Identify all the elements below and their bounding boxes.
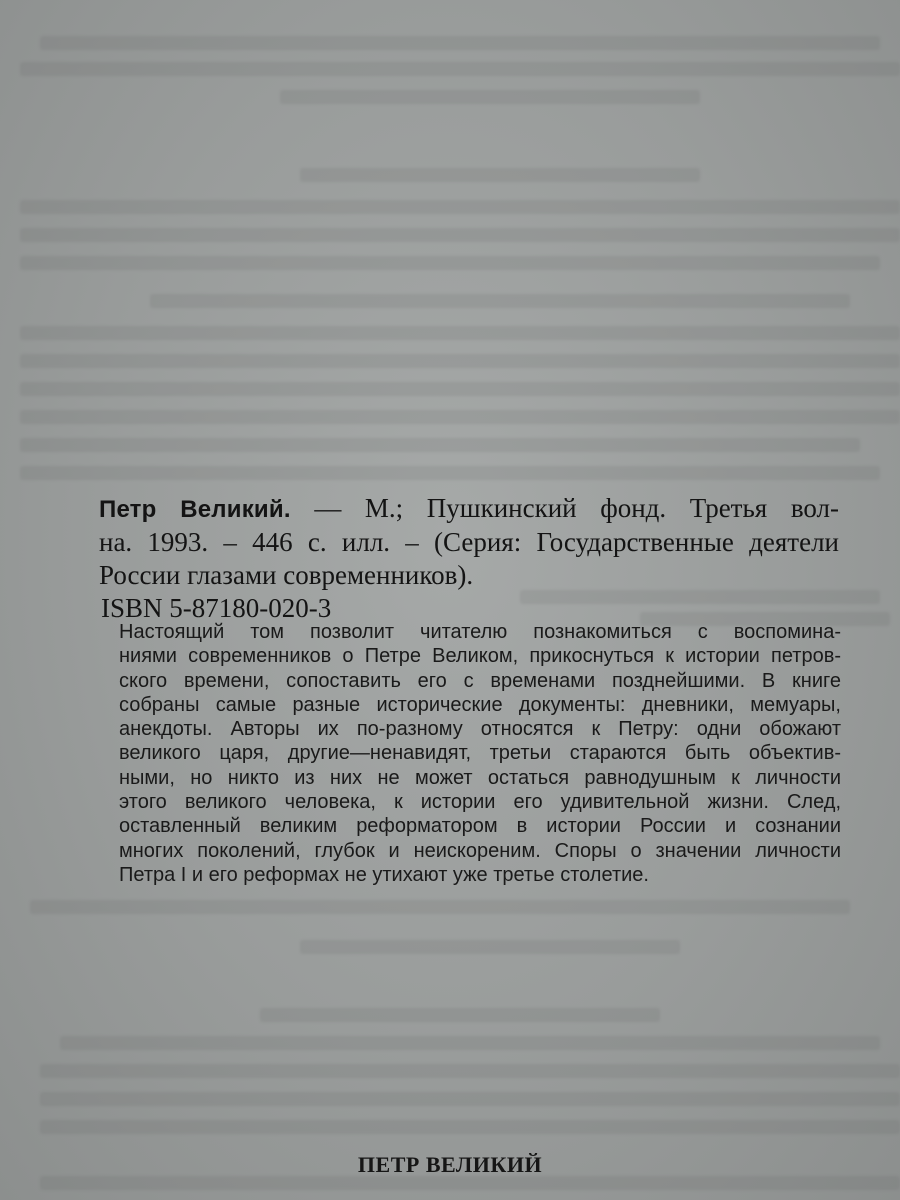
annotation-line: Петра I и его реформах не утихают уже третье столетие.: [119, 863, 649, 886]
annotation-line: оставленный великим реформатором в истории России и сознании: [119, 815, 841, 838]
annotation-line: этого великого человека, к истории его удивительной жизни. След,: [119, 791, 841, 814]
annotation-line: многих поколений, глубок и неискореним. Споры о значении личности: [119, 839, 841, 862]
isbn: ISBN 5-87180-020-3: [101, 593, 332, 623]
catalog-text: — М.; Пушкинский фонд. Третья вол-: [314, 493, 839, 523]
annotation-line: Настоящий том позволит читателю познакомиться с воспомина-: [119, 621, 841, 643]
footer-title: ПЕТР ВЕЛИКИЙ: [357, 1152, 543, 1177]
book-title: Петр Великий.: [99, 496, 291, 523]
annotation-line: анекдоты. Авторы их по-разному относятся к Петру: одни обожают: [119, 718, 841, 741]
annotation-line: великого царя, другие—ненавидят, третьи стараются быть объектив-: [119, 742, 841, 765]
annotation-line: ского времени, сопоставить его с временами позднейшими. В книге: [119, 669, 841, 692]
catalog-line-3: России глазами современников).: [99, 560, 474, 590]
catalog-line-2: на. 1993. – 446 с. илл. – (Серия: Государственные деятели: [99, 527, 839, 557]
catalog-entry: [99, 492, 839, 625]
annotation-line: ниями современников о Петре Великом, прикоснуться к истории петров-: [119, 645, 841, 668]
annotation-line: собраны самые разные исторические документы: дневники, мемуары,: [119, 693, 841, 716]
annotation: [119, 620, 841, 887]
catalog-line-1: [99, 492, 839, 526]
annotation-line: ными, но никто из них не может остаться равнодушным к личности: [119, 766, 841, 789]
